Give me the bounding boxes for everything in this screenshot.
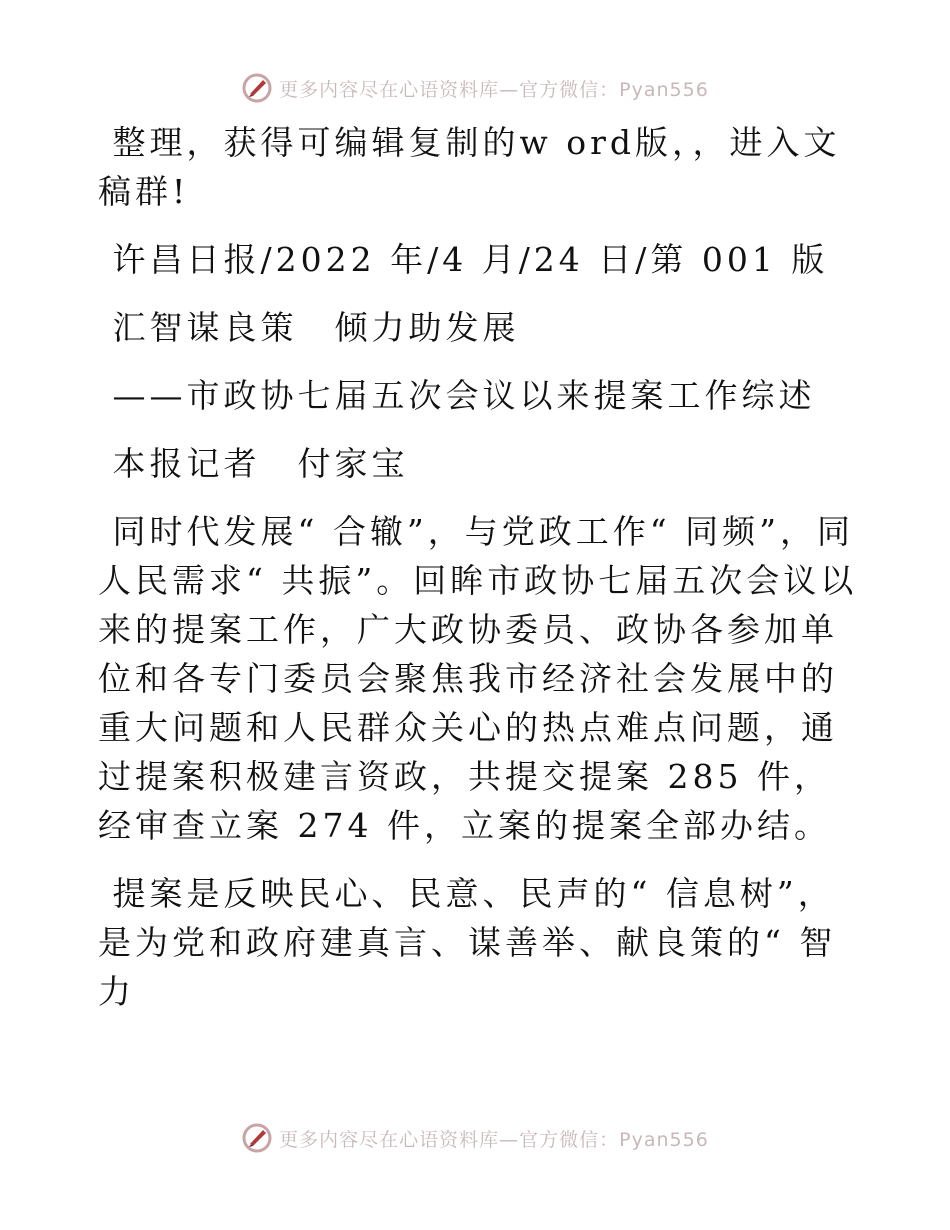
watermark-text: 更多内容尽在心语资料库—官方微信：Pyan556 [279,1128,709,1151]
intro-paragraph: 整理，获得可编辑复制的w ord版，，进入文稿群! [98,123,841,211]
byline: 本报记者 付家宝 [98,444,409,483]
watermark-footer [0,1122,950,1154]
watermark-text: 更多内容尽在心语资料库—官方微信：Pyan556 [279,78,709,101]
body-paragraph: 同时代发展“ 合辙”，与党政工作“ 同频”，同人民需求“ 共振”。回眸市政协七届五次会议以来的提案工作，广大政协委员、政协各参加单位和各专门委员会聚焦我市经济社会发展中的重大问题和人民群众关心的热点难点问题，通过提案积极建言资政，共提交提案 285 件，经审查立案 274 件，立案的提案全部办结。 [98,512,858,845]
article-subtitle: ——市政协七届五次会议以来提案工作综述 [98,376,816,415]
watermark-header [0,72,950,104]
brush-logo-icon [241,72,273,104]
body-paragraph: 提案是反映民心、民意、民声的“ 信息树”，是为党和政府建真言、谋善举、献良策的“ 智力 [98,874,837,1011]
brush-logo-icon [241,1122,273,1154]
publication-line: 许昌日报/2022 年/4 月/24 日/第 001 版 [98,240,829,279]
document-body [98,118,858,1016]
article-title: 汇智谋良策 倾力助发展 [98,308,520,347]
